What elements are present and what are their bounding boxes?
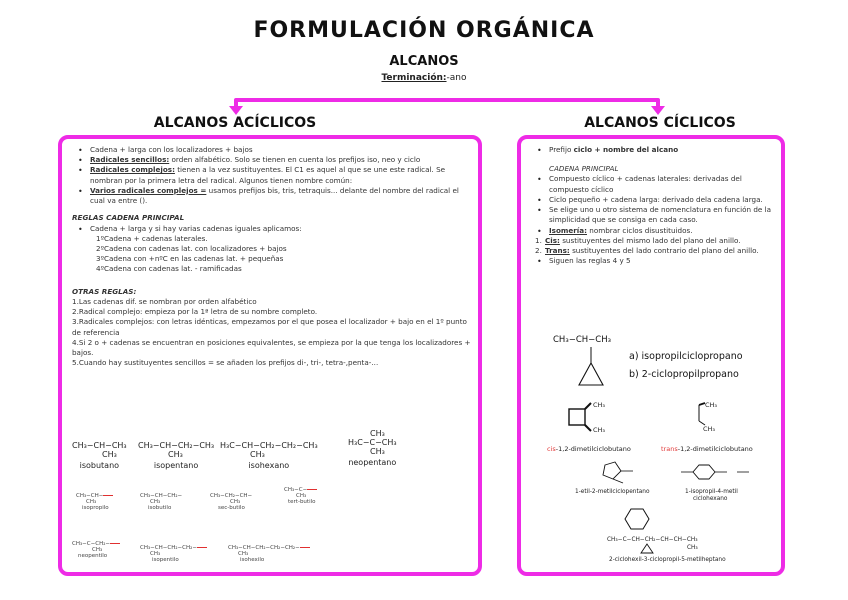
- arrow-left-head: [229, 106, 243, 115]
- formula-main: H₃C−C−CH₃: [348, 438, 397, 447]
- formula-branch: CH₃: [250, 450, 265, 459]
- cis-ch3-bottom: CH₃: [593, 426, 606, 434]
- radical-name: tert-butilo: [288, 499, 316, 505]
- aciclicos-bullets: [72, 145, 472, 206]
- cis-text: sustituyentes del mismo lado del plano del anillo.: [559, 235, 741, 245]
- trans-ch3-bottom: CH₃: [703, 425, 716, 433]
- radical-name: neopentilo: [78, 553, 108, 559]
- regla-item: 1ºCadena + cadenas laterales.: [96, 233, 208, 243]
- bullet-label: Radicales complejos:: [90, 165, 175, 175]
- list-item: • Ciclo pequeño + cadena larga: derivado dela cadena larga.: [531, 195, 777, 205]
- formula-branch-up: CH₃: [370, 429, 385, 438]
- bullet-label: Radicales sencillos:: [90, 155, 170, 165]
- trans-item: 2. Trans: sustituyentes del lado contrario del plano del anillo.: [535, 245, 759, 255]
- radical-formula: CH₃−CH−CH₂−: [140, 493, 183, 499]
- cis-item: 1. Cis: sustituyentes del mismo lado del plano del anillo.: [535, 235, 741, 245]
- example-name-b: b) 2-ciclopropilpropano: [629, 369, 739, 380]
- aciclicos-text: [72, 145, 472, 368]
- radical-small: [284, 487, 317, 505]
- cis-name: [547, 445, 631, 453]
- radical-formula: CH₃−CH−CH₂−CH₂−: [140, 545, 197, 551]
- radical-formula: CH₃−CH−: [76, 493, 104, 499]
- radical-sub: CH₃: [92, 547, 103, 553]
- formula-main: H₃C−CH−CH₂−CH₂−CH₃: [220, 441, 318, 450]
- list-item: • Se elige uno u otro sistema de nomenclatura en función de la simplicidad que se consiga en cada caso.: [531, 205, 777, 225]
- formula-name: neopentano: [348, 458, 397, 467]
- formula-isobutano: [72, 441, 127, 470]
- formula-main: CH₃−CH−CH₃: [72, 441, 127, 450]
- cis-ch3-top: CH₃: [593, 401, 606, 409]
- bullet-text: usamos prefijos bis, tris, tetraquis... delante del nombre del radical el cual va entre ().: [90, 185, 459, 206]
- bottom-name: 2-ciclohexil-3-ciclopropil-5-metilheptano: [609, 557, 726, 563]
- heading-ciclicos: ALCANOS CÍCLICOS: [584, 115, 736, 131]
- radical-small: [76, 493, 113, 511]
- radical-name: isopentilo: [152, 557, 179, 563]
- arrow-right-head: [651, 106, 665, 115]
- cyclohexyl-ring: [617, 507, 657, 535]
- regla-item: 3ºCadena con +nºC en las cadenas lat. + pequeñas: [96, 254, 284, 264]
- reglas-title: REGLAS CADENA PRINCIPAL: [72, 213, 185, 223]
- ciclicos-bullets: [531, 145, 777, 155]
- radical-small: [228, 545, 310, 563]
- bottom-formula: CH₃−C−CH−CH₂−CH−CH−CH₃: [607, 537, 698, 543]
- bullet-text: Cadena + larga con los localizadores + bajos: [90, 145, 253, 154]
- radical-small: [140, 493, 182, 511]
- radical-name: isohexilo: [240, 557, 265, 563]
- heading-aciclicos: ALCANOS ACÍCLICOS: [153, 115, 317, 131]
- bullet-text: Prefijo: [549, 145, 574, 154]
- radical-sub: CH₃: [86, 499, 97, 505]
- radical-sub: CH₃: [296, 493, 307, 499]
- formula-isohexano: [220, 441, 318, 470]
- formula-isopentano: [138, 441, 214, 470]
- page-subtitle: ALCANOS: [389, 54, 459, 69]
- cis-name-text: -1,2-dimetilciclobutano: [555, 445, 631, 453]
- otras-item: 4.Si 2 o + cadenas se encuentran en posiciones equivalentes, se empieza por la que tenga los localizadores + bajos.: [72, 337, 471, 357]
- cyclopropyl-ring: [637, 543, 657, 555]
- otras-item: 5.Cuando hay sustituyentes sencillos = se añaden los prefijos di-, tri-, tetra-,penta-...: [72, 358, 379, 368]
- ethylmethylcyclopentane-structure: [591, 459, 641, 487]
- termination-label: Terminación:: [381, 73, 447, 83]
- otras-item: 1.Las cadenas dif. se nombran por orden alfabético: [72, 296, 257, 306]
- bullet-label: Isomería:: [549, 225, 587, 235]
- bullet-label: Varios radicales complejos =: [90, 185, 207, 195]
- trans-prefix: trans: [661, 445, 678, 453]
- example-name-a: a) isopropilciclopropano: [629, 351, 743, 362]
- regla-item: 2ºCadena con cadenas lat. con localizadores + bajos: [96, 243, 287, 253]
- radical-name: isopropilo: [82, 505, 109, 511]
- list-item: • Compuesto cíclico + cadenas laterales: derivadas del compuesto cíclico: [531, 174, 777, 194]
- list-item: [72, 165, 472, 185]
- cyclopropane-structure: [571, 345, 611, 393]
- small-name-1: 1-etil-2-metilciclopentano: [575, 489, 650, 495]
- bullet-bold: ciclo + nombre del alcano: [573, 145, 679, 154]
- cis-prefix: cis: [547, 445, 556, 453]
- cadena-bullets: [531, 174, 777, 235]
- formula-neopentano: [348, 429, 397, 467]
- bullet-text: nombrar ciclos disustituidos.: [587, 225, 693, 235]
- radical-formula: CH₃−C−: [284, 487, 308, 493]
- otras-title: OTRAS REGLAS:: [72, 286, 137, 296]
- formula-branch: CH₃: [102, 450, 117, 459]
- trans-text: sustituyentes del lado contrario del plano del anillo.: [569, 245, 759, 255]
- otras-item: 3.Radicales complejos: con letras idénticas, empezamos por el que posea el localizador + bajo en el 1º punto de referencia: [72, 317, 467, 337]
- radical-small: [140, 545, 207, 563]
- list-item: [531, 145, 777, 155]
- radical-name: isobutilo: [148, 505, 172, 511]
- formula-name: isopentano: [153, 461, 199, 470]
- trans-label: Trans:: [545, 245, 570, 255]
- radical-sub: CH₃: [150, 499, 161, 505]
- formula-branch: CH₃: [370, 447, 385, 456]
- formula-name: isobutano: [79, 461, 120, 470]
- radical-name: sec-butilo: [218, 505, 245, 511]
- list-item: [531, 226, 777, 236]
- radical-sub: CH₃: [230, 499, 241, 505]
- example-formula: CH₃−CH−CH₃: [553, 335, 612, 345]
- formula-main: CH₃−CH−CH₂−CH₃: [138, 441, 215, 450]
- radical-formula: CH₃−C−CH₂−: [72, 541, 111, 547]
- reglas-bullets: [72, 224, 472, 234]
- radical-sub: CH₃: [238, 551, 249, 557]
- trans-ch3-top: CH₃: [705, 401, 718, 409]
- last-bullets: [531, 256, 777, 266]
- list-item: [72, 155, 472, 165]
- list-item: [72, 186, 472, 206]
- otras-item: 2.Radical complejo: empieza por la 1ª letra de su nombre completo.: [72, 307, 318, 317]
- radical-small: [210, 493, 252, 511]
- bullet-text: tienen a la vez sustituyentes. El C1 es aquel al que se une este radical. Se nombran por la primera letra del radical. Algunos tienen nombre común:: [90, 165, 446, 185]
- cadena-title: CADENA PRINCIPAL: [549, 164, 619, 174]
- connector-line: [236, 100, 658, 110]
- radical-formula: CH₃−CH₂−CH−: [210, 493, 253, 499]
- radical-small: [72, 541, 120, 559]
- termination-value: -ano: [446, 73, 467, 83]
- trans-name: [661, 445, 753, 453]
- bottom-ch3: CH₃: [687, 545, 698, 551]
- isopropylmethylcyclohexane-structure: [671, 461, 761, 483]
- bullet-text: orden alfabético. Solo se tienen en cuenta los prefijos iso, neo y ciclo: [169, 155, 421, 165]
- formula-name: isohexano: [248, 461, 290, 470]
- cis-label: Cis:: [545, 235, 560, 245]
- list-item: [72, 145, 472, 155]
- regla-item: 4ºCadena con cadenas lat. - ramificadas: [96, 264, 242, 274]
- page-title: FORMULACIÓN ORGÁNICA: [253, 18, 595, 43]
- panel-ciclicos: [517, 135, 785, 576]
- small-name-2b: ciclohexano: [693, 496, 728, 502]
- trans-name-text: -1,2-dimetilciclobutano: [677, 445, 753, 453]
- small-name-2a: 1-isopropil-4-metil: [685, 489, 738, 495]
- radical-formula: CH₃−CH−CH₂−CH₂−CH₂−: [228, 545, 300, 551]
- formula-branch: CH₃: [168, 450, 183, 459]
- radical-sub: CH₃: [150, 551, 161, 557]
- ciclicos-text: [531, 145, 777, 266]
- list-item: • Cadena + larga y si hay varias cadenas iguales aplicamos:: [72, 224, 472, 234]
- list-item: • Siguen las reglas 4 y 5: [531, 256, 777, 266]
- panel-aciclicos: [58, 135, 482, 576]
